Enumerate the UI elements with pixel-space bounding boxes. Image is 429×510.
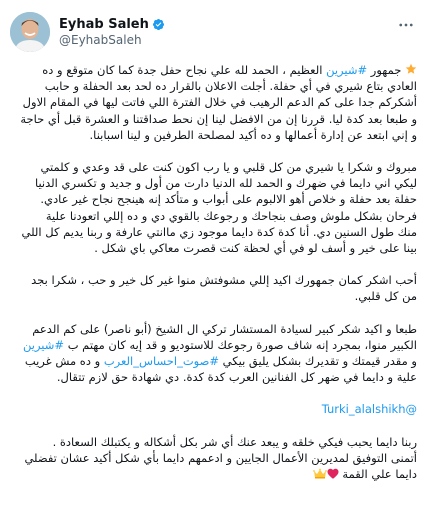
name-row	[59, 17, 165, 32]
hashtag-link[interactable]: #صوت_احساس_العرب	[103, 354, 220, 369]
mention-link[interactable]: @Turki_alalshikh	[321, 402, 417, 417]
text-line: العادي بتاع شيري في أي حفلة. أجلت الاعلان بالقرار ده لحد بعد الحفلة و حابب	[44, 79, 417, 94]
text-segment: دايما علي القمة	[342, 467, 417, 482]
paragraph-3	[12, 272, 417, 304]
text-line: و إني ابتعد عن إدارة أعمالها و ده أكيد لمصلحة الطرفين و لينا اسبابنا.	[89, 127, 417, 142]
paragraph-2	[12, 159, 417, 256]
text-line: ربنا دايما يحبب فيكي خلقه و يبعد عنك أي شر بكل أشكاله و يكتبلك السعادة .	[52, 434, 417, 449]
text-line: أحب اشكر كمان جمهورك اكيد إللي مشوفتش منوا غير كل خير و حب ، شكرا بجد	[31, 273, 417, 288]
heart-icon	[327, 468, 339, 479]
author-handle[interactable]: @EyhabSaleh	[59, 33, 142, 47]
text-line: طبعا و اكيد شكر كبير لسيادة المستشار تركي ال الشيخ (أبو ناصر) على كم الدعم	[32, 321, 417, 336]
hashtag-link[interactable]: #شيرين	[23, 337, 65, 352]
text-line	[12, 337, 417, 353]
text-line: أشكركم جدا على كم الدعم الرهيب في خلال الفترة اللي فاتت ليها في المقام الاول	[22, 95, 417, 110]
text-segment: و مقدر قيمتك و تقديرك بشكل يليق بيكي	[219, 354, 417, 369]
author-names	[59, 17, 165, 47]
paragraph-5	[12, 401, 417, 417]
avatar[interactable]	[10, 12, 50, 52]
text-line: من كل قلبي.	[354, 289, 417, 304]
text-line	[12, 353, 417, 369]
star-icon	[405, 63, 417, 75]
text-line: ليكي اني دايما في ضهرك و الحمد لله الدنيا دارت من أول و جديد و تكسري الدنيا	[34, 176, 417, 191]
paragraph-6	[12, 434, 417, 483]
tweet-header	[10, 10, 419, 54]
more-options-icon[interactable]	[397, 16, 415, 34]
text-segment: الكبير منوا، بمجرد إنه شاف صورة رجوعك للاستوديو و قد إيه كان مهتم ب	[64, 337, 417, 352]
paragraph-1	[12, 62, 417, 143]
author-display-name[interactable]: Eyhab Saleh	[59, 17, 149, 32]
avatar-photo	[10, 12, 50, 52]
text-line	[12, 62, 417, 78]
text-line	[12, 401, 417, 417]
text-line: حفلة بعد حفلة و خلاص أهو الالبوم على أبواب و متأكد إنه هينجح نجاح غير عادي.	[40, 192, 417, 207]
paragraph-4	[12, 321, 417, 386]
text-line	[12, 466, 417, 482]
crown-icon	[313, 468, 327, 479]
text-line: منك طول السنين دي. أنا كدة كدة دايما موجود زي ماانتي عارفة و ربنا يديم كل اللي	[21, 224, 417, 239]
tweet-text	[12, 62, 417, 482]
text-segment: و ده مش غريب	[24, 354, 104, 369]
text-line: مبروك و شكرا يا شيري من كل قلبي و يا رب اكون كنت على قد وعدي و كلمتي	[40, 160, 417, 175]
verified-badge-icon	[152, 18, 165, 31]
text-segment: العظيم ، الحمد لله علي نجاح حفل جدة كما كان متوقع و ده	[42, 63, 327, 77]
text-line: فرحان بشكل ملوش وصف بنجاحك و رجوعك بالقوي دي و ده إللي اتعودنا علية	[45, 208, 417, 223]
text-line: بينا على خير و أسف لو في أي لحظة كنت قصرت معاكي باي شكل .	[94, 241, 417, 256]
text-line: أتمنى التوفيق لمديرين الأعمال الجايين و ادعمهم دايما بأي شكل أكيد عشان تفضلي	[24, 450, 417, 465]
text-line: علية و دايما في ضهر كل الفنانين العرب كدة كدة. دي شهادة حق لازم تتقال.	[56, 370, 417, 385]
text-line: و طبعا بعد كدة ليا. قررنا إن من الافضل لينا إن نحط صداقتنا و العشرة قبل أي حاجة	[20, 111, 417, 126]
hashtag-link[interactable]: #شيرين	[326, 63, 368, 77]
text-segment: جمهور	[367, 63, 402, 77]
